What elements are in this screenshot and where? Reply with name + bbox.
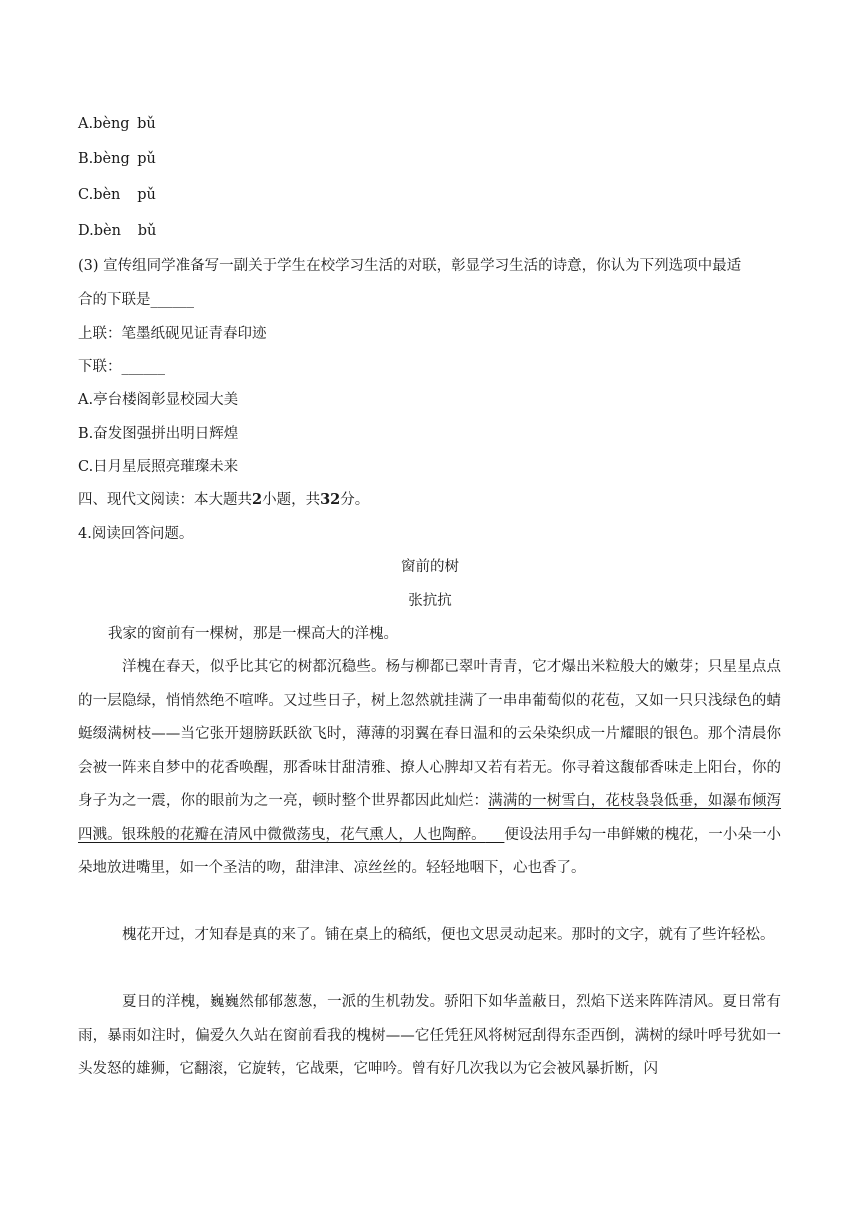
article-paragraph-3: 槐花开过，才知春是真的来了。铺在桌上的稿纸，便也文思灵动起来。那时的文字，就有了些许轻松。: [122, 927, 775, 943]
q3-option-b: B.奋发图强拼出明日辉煌: [78, 426, 239, 442]
option-letter: B.: [78, 151, 94, 167]
underlined-sentence: 满满的一树雪白，花枝袅袅低垂，如瀑布倾泻四溅。银珠般的花瓣在清风中微微荡曳，花气熏人，人也陶醉。: [78, 793, 782, 843]
section-heading-part: 四、现代文阅读：本大题共: [78, 492, 252, 508]
paragraph-text: 便设法用手勾一串鲜嫩的槐花，一小朵一小朵地放进嘴里，如一个圣洁的吻，甜津津、凉丝丝的。轻轻地咽下，心也香了。: [78, 826, 782, 876]
option-c: [78, 185, 156, 205]
option-pinyin-2: pǔ: [137, 151, 156, 167]
q3-option-a: A.亭台楼阁彰显校园大美: [78, 392, 239, 408]
option-pinyin-2: bǔ: [137, 223, 157, 239]
section-score: 32: [320, 491, 341, 508]
option-pinyin-2: bǔ: [137, 116, 156, 132]
option-a: [78, 114, 156, 134]
q3-shanglian: 上联：笔墨纸砚见证青春印迹: [78, 326, 267, 342]
article-paragraph-4: 夏日的洋槐，巍巍然郁郁葱葱，一派的生机勃发。骄阳下如华盖蔽日，烈焰下送来阵阵清风。夏日常有雨，暴雨如注时，偏爱久久站在窗前看我的槐树——它任凭狂风将树冠刮得东歪西倒，满树的绿叶呼号犹如一头发怒的雄狮，它翻滚，它旋转，它战栗，它呻吟。曾有好几次我以为它会被风暴折断，闪: [78, 994, 781, 1077]
q4-prompt: 4.阅读回答问题。: [78, 526, 194, 542]
q3-stem-line2: 合的下联是______: [78, 292, 194, 308]
option-letter: D.: [78, 223, 94, 239]
option-pinyin-1: bèn: [93, 223, 121, 239]
article-paragraph-2: [78, 651, 781, 886]
option-d: [78, 221, 156, 241]
option-b: [78, 149, 156, 169]
q3-stem-line1: (3) 宣传组同学准备写一副关于学生在校学习生活的对联，彰显学习生活的诗意，你认为下列选项中最适: [78, 258, 742, 274]
article-author: 张抗抗: [408, 593, 452, 609]
option-letter: A.: [78, 116, 94, 132]
option-pinyin-2: pǔ: [137, 187, 156, 203]
option-pinyin-1: bèng: [93, 116, 130, 132]
option-letter: C.: [78, 187, 94, 203]
question-count: 2: [252, 491, 263, 508]
section-heading-part: 小题，共: [262, 492, 321, 508]
article-paragraph-1: 我家的窗前有一棵树，那是一棵高大的洋槐。: [108, 626, 398, 642]
section-heading-part: 分。: [340, 492, 370, 508]
paragraph-text: 洋槐在春天，似乎比其它的树都沉稳些。杨与柳都已翠叶青青，它才爆出米粒般大的嫩芽；只星星点点的一层隐绿，悄悄然绝不喧哗。又过些日子，树上忽然就挂满了一串串葡萄似的花苞，又如一只只浅绿色的蜻蜓缀满树枝——当它张开翅膀跃跃欲飞时，薄薄的羽翼在春日温和的云朵染织成一片耀眼的银色。那个清晨你会被一阵来自梦中的花香唤醒，那香味甘甜清雅、撩人心脾却又若有若无。你寻着这馥郁香味走上阳台，你的身子为之一震，你的眼前为之一亮，顿时整个世界都因此灿烂：: [78, 659, 781, 809]
section-heading: [78, 490, 369, 510]
article-title: 窗前的树: [401, 559, 459, 575]
option-pinyin-1: bèng: [93, 151, 130, 167]
q3-xialian: 下联：______: [78, 359, 165, 375]
option-pinyin-1: bèn: [93, 187, 121, 203]
q3-option-c: C.日月星辰照亮璀璨未来: [78, 459, 239, 475]
